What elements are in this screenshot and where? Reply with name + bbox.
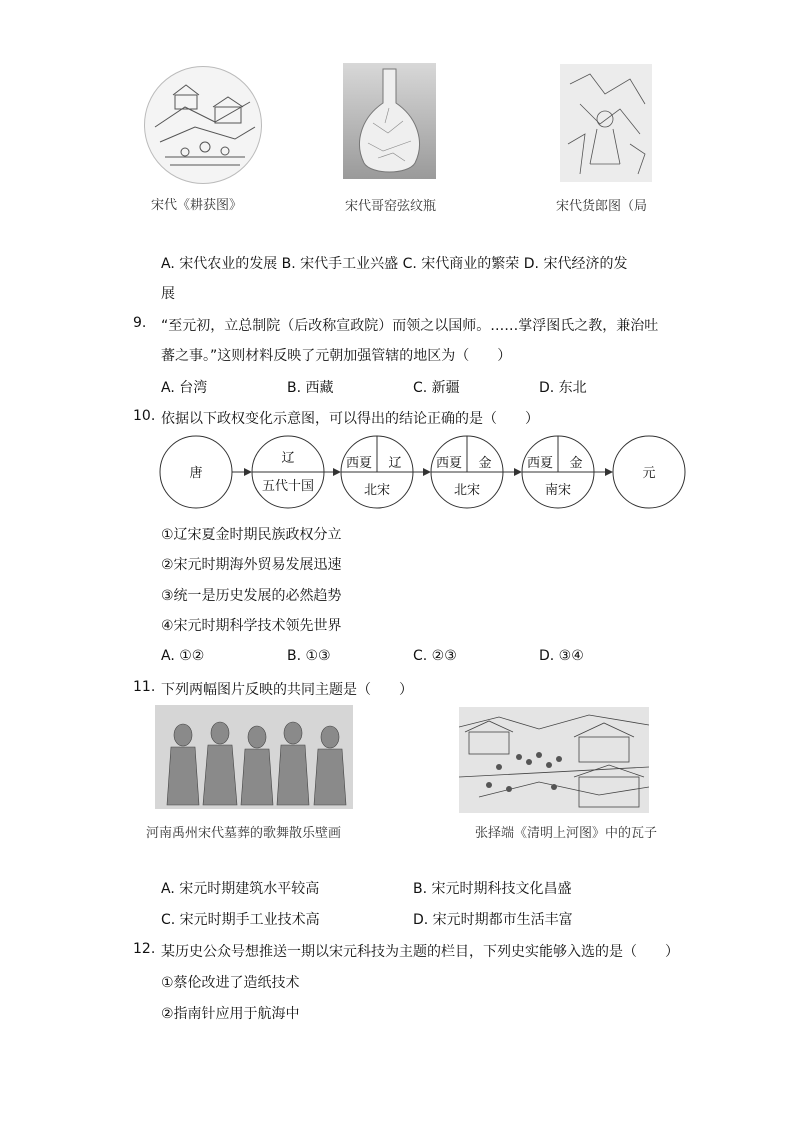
option-b: B. 西藏 bbox=[287, 380, 334, 396]
qingming-painting-icon bbox=[459, 707, 649, 813]
q11-text: 下列两幅图片反映的共同主题是（ ） bbox=[161, 682, 413, 698]
diagram-label: 五代十国 bbox=[261, 479, 315, 494]
regime-change-diagram bbox=[155, 434, 695, 514]
q12-text: 某历史公众号想推送一期以宋元科技为主题的栏目，下列史实能够入选的是（ ） bbox=[161, 944, 679, 960]
option-d: D. 东北 bbox=[539, 380, 587, 396]
q8-options: A. 宋代农业的发展 B. 宋代手工业兴盛 C. 宋代商业的繁荣 D. 宋代经济的发 bbox=[161, 256, 628, 272]
option-c: C. 宋元时期手工业技术高 bbox=[161, 912, 320, 928]
diagram-label: 西夏 bbox=[526, 456, 554, 471]
diagram-label: 元 bbox=[642, 466, 656, 481]
diagram-label: 辽 bbox=[281, 451, 295, 466]
option-b: B. ①③ bbox=[287, 648, 331, 664]
diagram-label: 金 bbox=[569, 456, 583, 471]
image-caption: 张择端《清明上河图》中的瓦子 bbox=[475, 826, 658, 841]
question-number: 11. bbox=[133, 679, 156, 695]
option-b: B. 宋元时期科技文化昌盛 bbox=[413, 881, 572, 897]
diagram-label: 西夏 bbox=[435, 456, 463, 471]
question-number: 10. bbox=[133, 408, 156, 424]
question-number: 9. bbox=[133, 315, 147, 331]
option-a: A. 宋元时期建筑水平较高 bbox=[161, 881, 320, 897]
mural-painting-icon bbox=[155, 705, 353, 809]
statement: ③统一是历史发展的必然趋势 bbox=[161, 588, 342, 604]
q9-text-cont: 蕃之事。”这则材料反映了元朝加强管辖的地区为（ ） bbox=[161, 348, 512, 364]
option-a: A. 台湾 bbox=[161, 380, 208, 396]
option-c: C. 新疆 bbox=[413, 380, 460, 396]
image-caption: 河南禹州宋代墓葬的歌舞散乐壁画 bbox=[146, 826, 342, 841]
statement: ④宋元时期科学技术领先世界 bbox=[161, 618, 342, 634]
option-d: D. ③④ bbox=[539, 648, 584, 664]
qingming-image bbox=[459, 707, 649, 813]
statement: ②指南针应用于航海中 bbox=[161, 1006, 300, 1022]
option-c: C. ②③ bbox=[413, 648, 457, 664]
option-a: A. ①② bbox=[161, 648, 205, 664]
q9-text: “至元初，立总制院（后改称宣政院）而领之以国师。……掌浮图氏之教，兼治吐 bbox=[161, 318, 659, 334]
diagram-label: 西夏 bbox=[345, 456, 373, 471]
diagram-label: 北宋 bbox=[363, 483, 391, 498]
vase-image bbox=[343, 63, 436, 179]
peddler-painting-image bbox=[560, 64, 652, 182]
image-caption: 宋代货郎图（局 bbox=[556, 199, 648, 214]
statement: ①蔡伦改进了造纸技术 bbox=[161, 975, 300, 991]
mural-image bbox=[155, 705, 353, 809]
q10-text: 依据以下政权变化示意图，可以得出的结论正确的是（ ） bbox=[161, 411, 539, 427]
image-caption: 宋代哥窑弦纹瓶 bbox=[345, 199, 437, 214]
peddler-painting-icon bbox=[560, 64, 652, 182]
porcelain-vase-icon bbox=[343, 63, 436, 179]
diagram-label: 金 bbox=[478, 456, 492, 471]
q8-options-cont: 展 bbox=[161, 286, 175, 302]
option-d: D. 宋元时期都市生活丰富 bbox=[413, 912, 573, 928]
statement: ①辽宋夏金时期民族政权分立 bbox=[161, 527, 342, 543]
question-number: 12. bbox=[133, 941, 156, 957]
diagram-label: 南宋 bbox=[544, 483, 572, 498]
farming-painting-image bbox=[144, 66, 262, 184]
diagram-label: 唐 bbox=[189, 466, 203, 481]
round-painting-farming-icon bbox=[145, 67, 262, 184]
diagram-label: 北宋 bbox=[453, 483, 481, 498]
statement: ②宋元时期海外贸易发展迅速 bbox=[161, 557, 342, 573]
image-caption: 宋代《耕获图》 bbox=[151, 198, 243, 213]
diagram-label: 辽 bbox=[388, 456, 402, 471]
